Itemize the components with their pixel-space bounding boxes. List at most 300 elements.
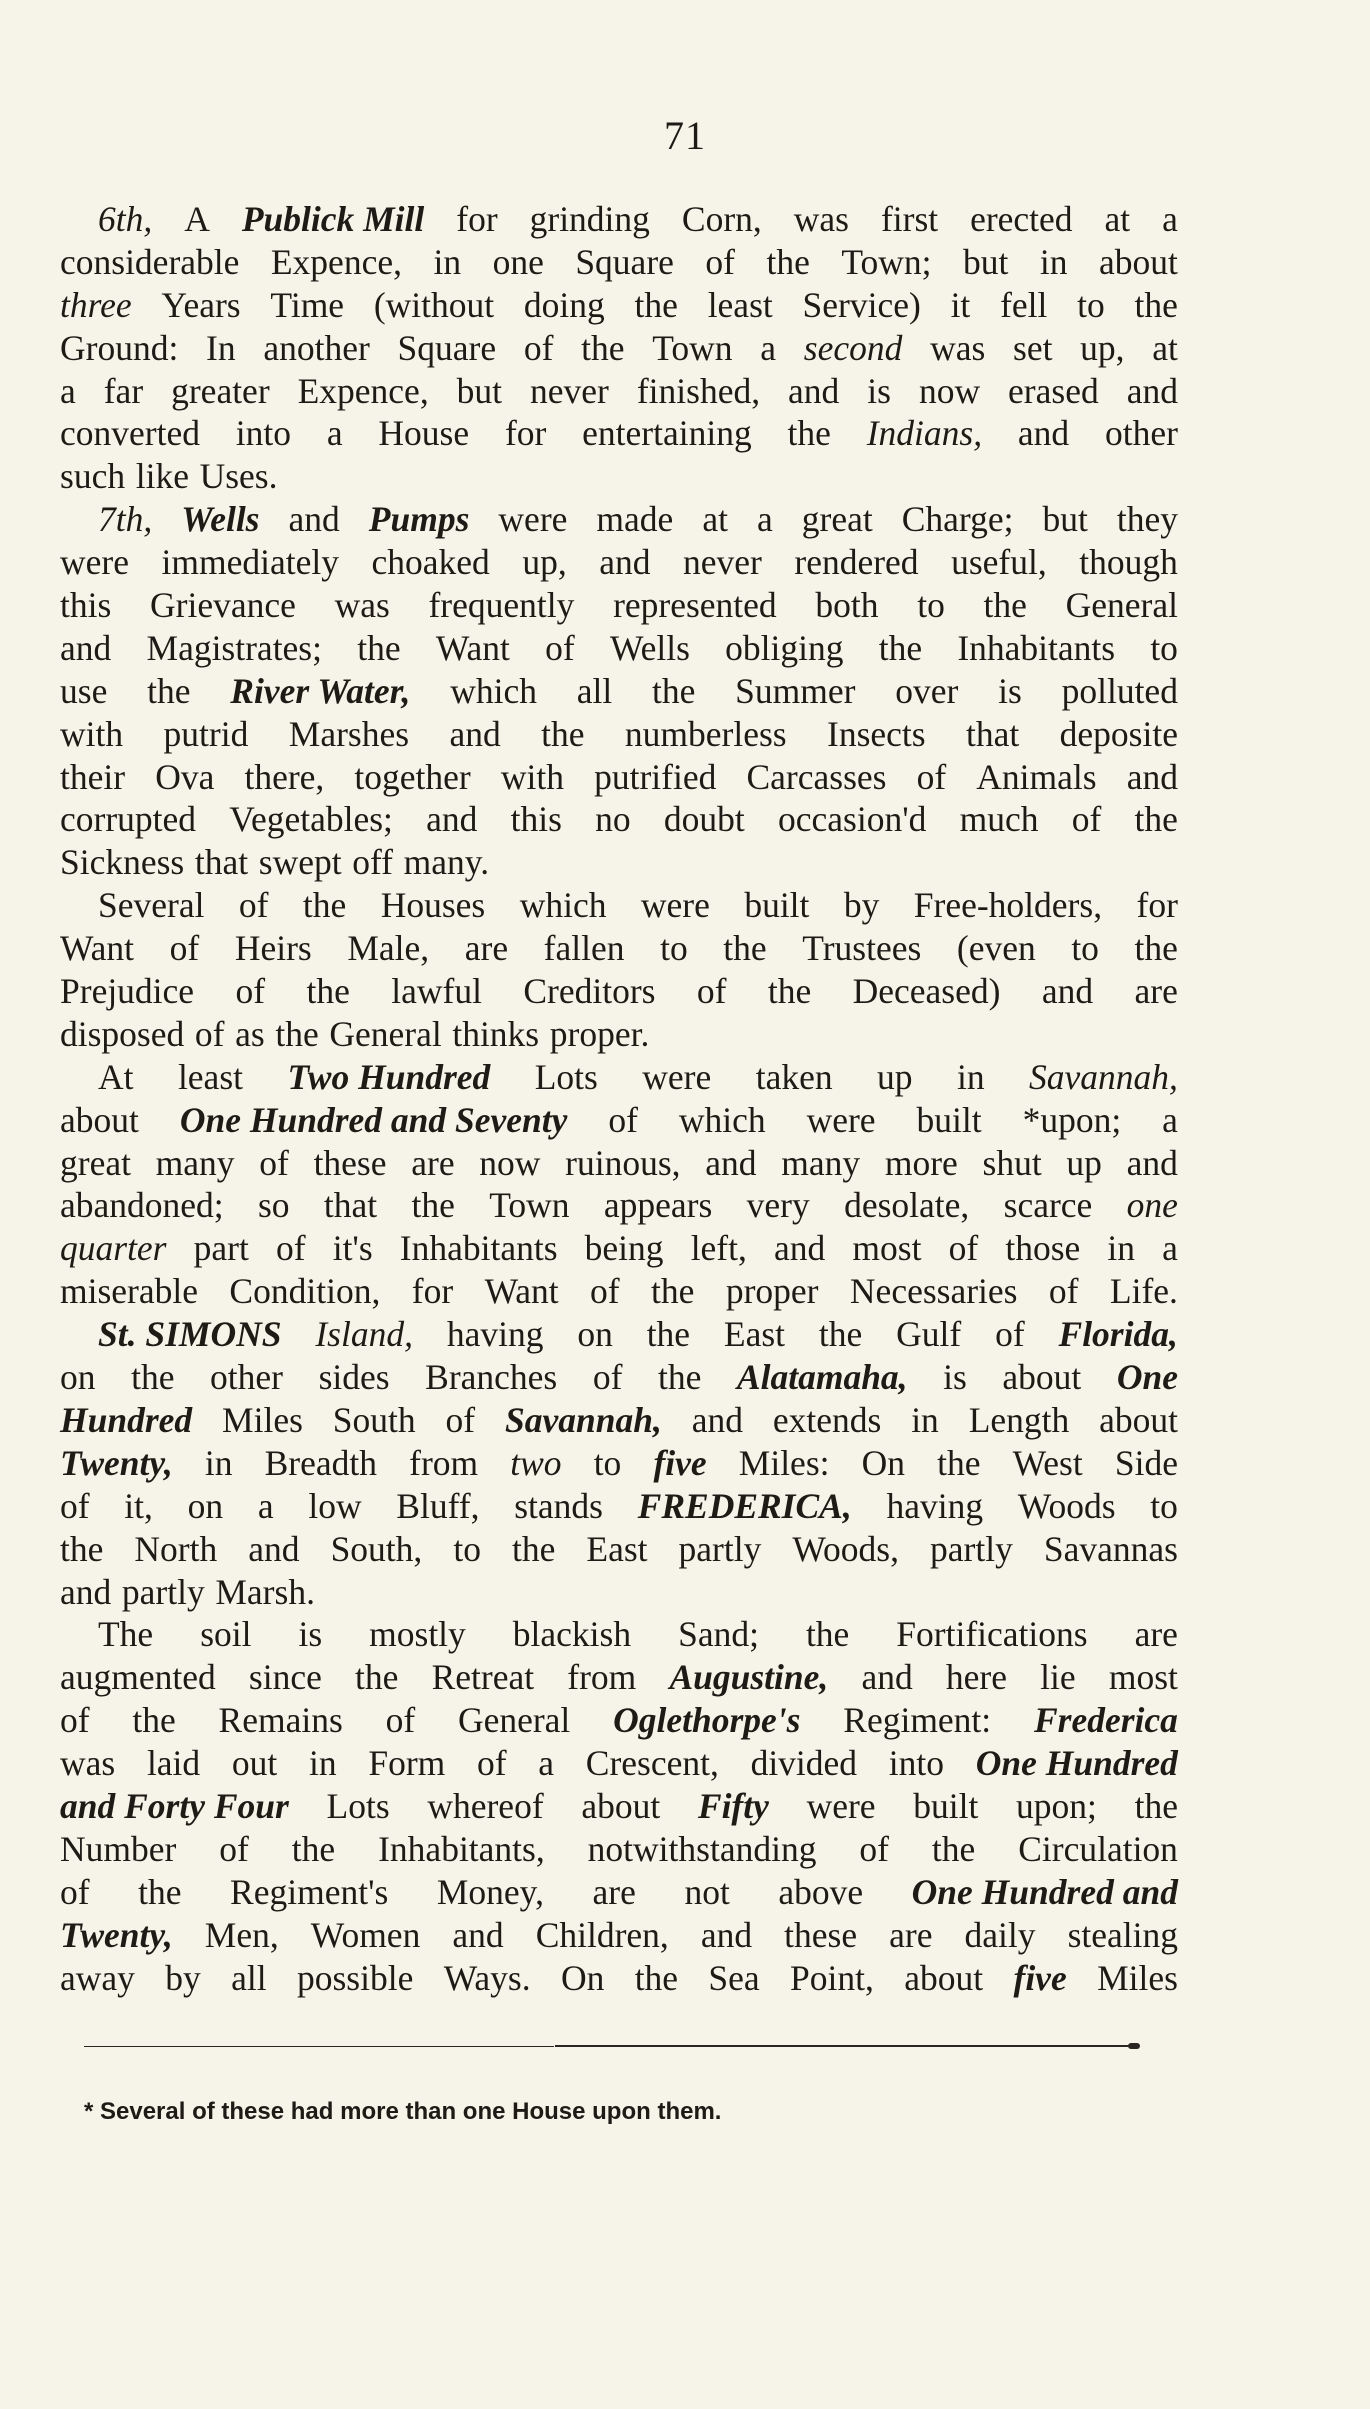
word: the <box>60 1528 104 1569</box>
word: their <box>60 756 126 797</box>
word: mostly <box>369 1614 466 1655</box>
word: away <box>60 1957 135 1998</box>
footnote: * Several of these had more than one House upon them. <box>84 2098 722 2125</box>
word: frequently <box>428 585 575 626</box>
word: rendered <box>794 542 919 583</box>
word: considerable <box>60 241 240 282</box>
word: were <box>640 885 710 926</box>
word: and <box>1126 756 1178 797</box>
word: Regiment's <box>230 1871 389 1912</box>
word: for <box>411 1271 454 1312</box>
word: out <box>231 1743 278 1784</box>
word: Fortifications <box>896 1614 1088 1655</box>
word: numberless <box>624 713 787 754</box>
word: a <box>60 370 76 411</box>
word: these <box>313 1142 387 1183</box>
word: both <box>815 585 879 626</box>
word: General <box>1065 585 1178 626</box>
word: to <box>917 585 945 626</box>
word: such <box>60 456 126 497</box>
text-line <box>60 455 1178 498</box>
word: of <box>385 1700 416 1741</box>
word: in <box>1039 241 1068 282</box>
word: disposed <box>60 1013 185 1054</box>
word: one <box>492 241 544 282</box>
word: on <box>577 1314 613 1355</box>
word: of <box>859 1828 889 1869</box>
word: never <box>530 370 609 411</box>
word: entertaining <box>582 413 752 454</box>
word: Branches <box>425 1357 558 1398</box>
word: a <box>756 499 773 540</box>
word: in <box>433 241 462 282</box>
word: to <box>453 1528 481 1569</box>
page-number: 71 <box>664 113 706 158</box>
word: of <box>235 971 266 1012</box>
word: Charge; <box>901 499 1014 540</box>
word: first <box>880 199 939 239</box>
word: built <box>913 1785 979 1826</box>
word: the <box>766 241 810 282</box>
word: Number <box>60 1828 177 1869</box>
word: about <box>1098 241 1178 282</box>
word: Woods, <box>792 1528 899 1569</box>
word: like <box>135 456 189 497</box>
word: was <box>334 585 390 626</box>
word: is <box>943 1357 967 1398</box>
text-line <box>60 1399 1178 1442</box>
word: Children, <box>535 1914 669 1955</box>
word: *upon; <box>1022 1099 1122 1140</box>
word: to <box>1077 284 1105 325</box>
word: which <box>678 1099 766 1140</box>
word: augmented <box>60 1657 216 1698</box>
word: stealing <box>1067 1914 1178 1955</box>
word: and Forty Four <box>60 1785 289 1826</box>
text-line <box>60 1656 1178 1699</box>
word: FREDERICA, <box>637 1485 852 1526</box>
word: the <box>1134 928 1178 969</box>
word: here <box>945 1657 1007 1698</box>
word: is <box>867 370 891 411</box>
word: and <box>426 799 478 840</box>
word: Regiment: <box>843 1700 992 1741</box>
word: great <box>60 1142 131 1183</box>
word: since <box>248 1657 322 1698</box>
word: the <box>767 971 812 1012</box>
word: Corn, <box>681 199 762 239</box>
text-line <box>60 1699 1178 1742</box>
word: shut <box>982 1142 1042 1183</box>
word: Indians, <box>866 413 983 454</box>
word: notwithstanding <box>587 1828 817 1869</box>
word: the <box>275 1013 319 1054</box>
word: Marshes <box>288 713 410 754</box>
word: Miles <box>1097 1957 1178 1998</box>
word: which <box>519 885 607 926</box>
word: Woods <box>1017 1485 1116 1526</box>
text-line <box>60 1227 1178 1270</box>
word: about <box>1099 1399 1178 1440</box>
word: that <box>966 713 1020 754</box>
word: polluted <box>1061 670 1178 711</box>
word: Lots <box>326 1785 390 1826</box>
text-line <box>60 1013 1178 1056</box>
word: and <box>599 542 651 583</box>
word: five <box>653 1442 707 1483</box>
word: erased <box>1008 370 1099 411</box>
word: a <box>538 1743 555 1784</box>
word: and <box>60 627 112 668</box>
word: far <box>103 370 144 411</box>
text-line <box>60 1142 1178 1185</box>
word: Inhabitants <box>399 1228 558 1269</box>
word: Service) <box>802 284 921 325</box>
word: a <box>1162 1099 1178 1140</box>
word: at <box>702 499 728 540</box>
word: Deceased) <box>852 971 1001 1012</box>
text-line <box>60 798 1178 841</box>
word: Wells <box>181 499 260 540</box>
word: were <box>60 542 129 583</box>
text-line <box>60 1056 1178 1099</box>
word: are <box>889 1914 933 1955</box>
word: and <box>1017 413 1070 454</box>
word: Several <box>98 885 205 926</box>
word: other <box>1104 413 1178 454</box>
word: fell <box>1000 284 1048 325</box>
text-line <box>60 1785 1178 1828</box>
word: over <box>895 670 959 711</box>
word: finished, <box>636 370 761 411</box>
word: Florida, <box>1058 1314 1178 1355</box>
word: the <box>646 1314 691 1355</box>
word: the <box>818 1314 863 1355</box>
word: Magistrates; <box>146 627 322 668</box>
word: of <box>60 1485 90 1526</box>
word: which <box>450 670 537 711</box>
word: from <box>409 1442 479 1483</box>
word: Houses <box>380 885 486 926</box>
word: very <box>746 1185 810 1226</box>
word: of <box>60 1700 90 1741</box>
word: into <box>235 413 292 454</box>
text-line <box>60 241 1178 284</box>
word: Life. <box>1109 1271 1178 1312</box>
word: were <box>806 1099 876 1140</box>
word: a <box>1162 1228 1178 1269</box>
word: Augustine, <box>669 1657 829 1698</box>
word: and <box>774 1228 826 1269</box>
word: abandoned; <box>60 1185 224 1226</box>
word: (even <box>956 928 1036 969</box>
word: that <box>323 1185 378 1226</box>
word: upon; <box>1016 1785 1097 1826</box>
word: On <box>861 1442 906 1483</box>
text-line <box>60 627 1178 670</box>
text-line <box>60 1313 1178 1356</box>
word: Necessaries <box>849 1271 1018 1312</box>
word: Expence, <box>270 241 402 282</box>
body-text <box>60 198 1178 1999</box>
word: Form <box>368 1743 446 1784</box>
word: are <box>592 1871 636 1912</box>
word: of <box>705 241 735 282</box>
word: Inhabitants <box>957 627 1116 668</box>
word: Summer <box>735 670 856 711</box>
word: thinks <box>452 1013 540 1054</box>
word: the <box>302 885 347 926</box>
word: and <box>288 499 340 540</box>
word: represented <box>613 585 777 626</box>
word: all <box>576 670 613 711</box>
word: by <box>165 1957 201 1998</box>
word: doing <box>523 284 605 325</box>
word: doubt <box>663 799 745 840</box>
word: low <box>308 1485 362 1526</box>
word: of <box>948 1228 979 1269</box>
word: having <box>886 1485 984 1526</box>
word: these <box>784 1914 858 1955</box>
word: North <box>134 1528 218 1569</box>
word: and <box>248 1528 300 1569</box>
word: laid <box>146 1743 201 1784</box>
word: Heirs <box>234 928 312 969</box>
word: left, <box>690 1228 747 1269</box>
word: of <box>545 627 575 668</box>
word: At <box>98 1056 134 1097</box>
word: the <box>1134 799 1178 840</box>
text-line <box>60 927 1178 970</box>
word: the <box>1134 284 1178 325</box>
word: obliging <box>725 627 844 668</box>
word: up <box>1066 1142 1102 1183</box>
word: Savannah, <box>504 1399 662 1440</box>
word: partly <box>678 1528 762 1569</box>
word: three <box>60 284 132 325</box>
word: of <box>696 971 727 1012</box>
word: Miles: <box>738 1442 830 1483</box>
word: choaked <box>371 542 490 583</box>
word: a <box>326 413 343 454</box>
word: and <box>861 1657 913 1698</box>
word: a <box>257 1485 274 1526</box>
word: most <box>1108 1657 1178 1698</box>
word: 7th, <box>98 499 153 540</box>
word: River Water, <box>230 670 411 711</box>
word: least <box>707 284 773 325</box>
word: the <box>357 627 401 668</box>
word: Expence, <box>297 370 429 411</box>
word: having <box>446 1314 544 1355</box>
word: South <box>332 1399 416 1440</box>
word: Years <box>161 284 241 325</box>
word: there, <box>244 756 325 797</box>
word: for <box>1136 885 1178 926</box>
text-line <box>60 584 1178 627</box>
word: of <box>916 756 947 797</box>
word: and <box>1126 370 1178 411</box>
text-line <box>60 327 1178 370</box>
word: were <box>806 1785 876 1826</box>
word: of <box>1048 1271 1079 1312</box>
word: by <box>843 885 880 926</box>
word: up <box>877 1056 913 1097</box>
word: the <box>878 627 923 668</box>
word: are <box>1134 971 1178 1012</box>
word: in <box>1107 1228 1136 1269</box>
word: use <box>60 670 108 711</box>
word: was <box>793 199 849 239</box>
word: and <box>452 1914 504 1955</box>
word: of <box>476 1743 507 1784</box>
word: about <box>60 1099 139 1140</box>
word: erected <box>970 199 1073 239</box>
text-line <box>60 1742 1178 1785</box>
word: up, <box>1080 327 1125 368</box>
word: it <box>950 284 971 325</box>
word: now <box>918 370 981 411</box>
word: Savannas <box>1043 1528 1178 1569</box>
word: Alatamaha, <box>736 1357 908 1398</box>
word: of <box>60 1871 90 1912</box>
word: Savannah, <box>1029 1056 1178 1097</box>
word: daily <box>964 1914 1036 1955</box>
word: the <box>355 1657 399 1698</box>
word: made <box>596 499 674 540</box>
text-line <box>60 1871 1178 1914</box>
word: one <box>1126 1185 1178 1226</box>
word: Hundred <box>60 1399 193 1440</box>
word: Point, <box>790 1957 874 1998</box>
word: Marsh. <box>215 1571 315 1612</box>
word: this <box>510 799 562 840</box>
word: ruinous, <box>565 1142 681 1183</box>
word: the <box>511 1528 556 1569</box>
word: Town <box>652 327 733 368</box>
word: possible <box>296 1957 414 1998</box>
text-line <box>60 1828 1178 1871</box>
word: the <box>634 284 678 325</box>
word: Town; <box>841 241 932 282</box>
text-line <box>60 1914 1178 1957</box>
word: the <box>581 327 625 368</box>
word: those <box>1005 1228 1081 1269</box>
word: five <box>1013 1957 1067 1998</box>
word: the <box>723 928 767 969</box>
word: Want <box>60 928 135 969</box>
word: lie <box>1040 1657 1076 1698</box>
word: part <box>193 1228 249 1269</box>
word: South, <box>330 1528 423 1569</box>
word: the <box>411 1185 455 1226</box>
word: about <box>581 1785 661 1826</box>
word: grinding <box>529 199 650 239</box>
word: of <box>1071 799 1102 840</box>
word: Frederica <box>1033 1700 1178 1741</box>
word: of <box>995 1314 1025 1355</box>
word: (without <box>373 284 495 325</box>
word: putrid <box>163 713 249 754</box>
word: at <box>1152 327 1178 368</box>
word: Prejudice <box>60 971 195 1012</box>
word: soil <box>200 1614 252 1655</box>
word: Time <box>270 284 345 325</box>
text-line <box>60 756 1178 799</box>
word: so <box>257 1185 290 1226</box>
word: are <box>464 928 509 969</box>
word: much <box>959 799 1039 840</box>
word: of <box>592 1357 623 1398</box>
text-line <box>60 1528 1178 1571</box>
word: of <box>608 1099 638 1140</box>
word: of <box>169 928 200 969</box>
word: not <box>684 1871 730 1912</box>
word: are <box>411 1142 455 1183</box>
word: from <box>567 1657 637 1698</box>
word: and <box>1041 971 1094 1012</box>
word: and <box>705 1142 757 1183</box>
word: a <box>760 327 777 368</box>
word: Bluff, <box>396 1485 480 1526</box>
text-line <box>60 1957 1178 2000</box>
word: and <box>700 1914 753 1955</box>
word: Breadth <box>264 1442 377 1483</box>
word: putrified <box>594 756 717 797</box>
word: Money, <box>436 1871 544 1912</box>
text-line <box>60 1270 1178 1313</box>
word: is <box>298 1614 323 1655</box>
word: never <box>683 542 762 583</box>
text-line <box>60 1613 1178 1656</box>
word: the <box>805 1614 850 1655</box>
word: it's <box>332 1228 373 1269</box>
word: General <box>329 1013 442 1054</box>
word: into <box>888 1743 944 1784</box>
footnote-rule-thick <box>555 2045 1135 2047</box>
word: Square <box>397 327 497 368</box>
word: more <box>884 1142 958 1183</box>
word: Remains <box>218 1700 343 1741</box>
word: up, <box>522 542 567 583</box>
word: taken <box>755 1056 833 1097</box>
word: the <box>132 1700 176 1741</box>
word: of <box>259 1142 289 1183</box>
word: swept <box>258 842 342 883</box>
word: now <box>479 1142 541 1183</box>
word: built <box>916 1099 982 1140</box>
word: Town <box>489 1185 570 1226</box>
word: set <box>1013 327 1053 368</box>
word: at <box>1104 199 1131 239</box>
text-line <box>60 1356 1178 1399</box>
word: to <box>660 928 688 969</box>
text-line <box>60 670 1178 713</box>
word: quarter <box>60 1228 167 1269</box>
word: a <box>1162 199 1178 239</box>
word: desolate, <box>844 1185 970 1226</box>
footnote-rule-ornament <box>1128 2043 1140 2049</box>
word: Side <box>1114 1442 1178 1483</box>
word: whereof <box>427 1785 544 1826</box>
word: of <box>275 1228 306 1269</box>
word: Pumps <box>368 499 470 540</box>
word: and <box>788 370 840 411</box>
word: Sand; <box>678 1614 759 1655</box>
word: with <box>60 713 124 754</box>
word: The <box>98 1614 154 1655</box>
word: One Hundred and <box>911 1871 1178 1912</box>
